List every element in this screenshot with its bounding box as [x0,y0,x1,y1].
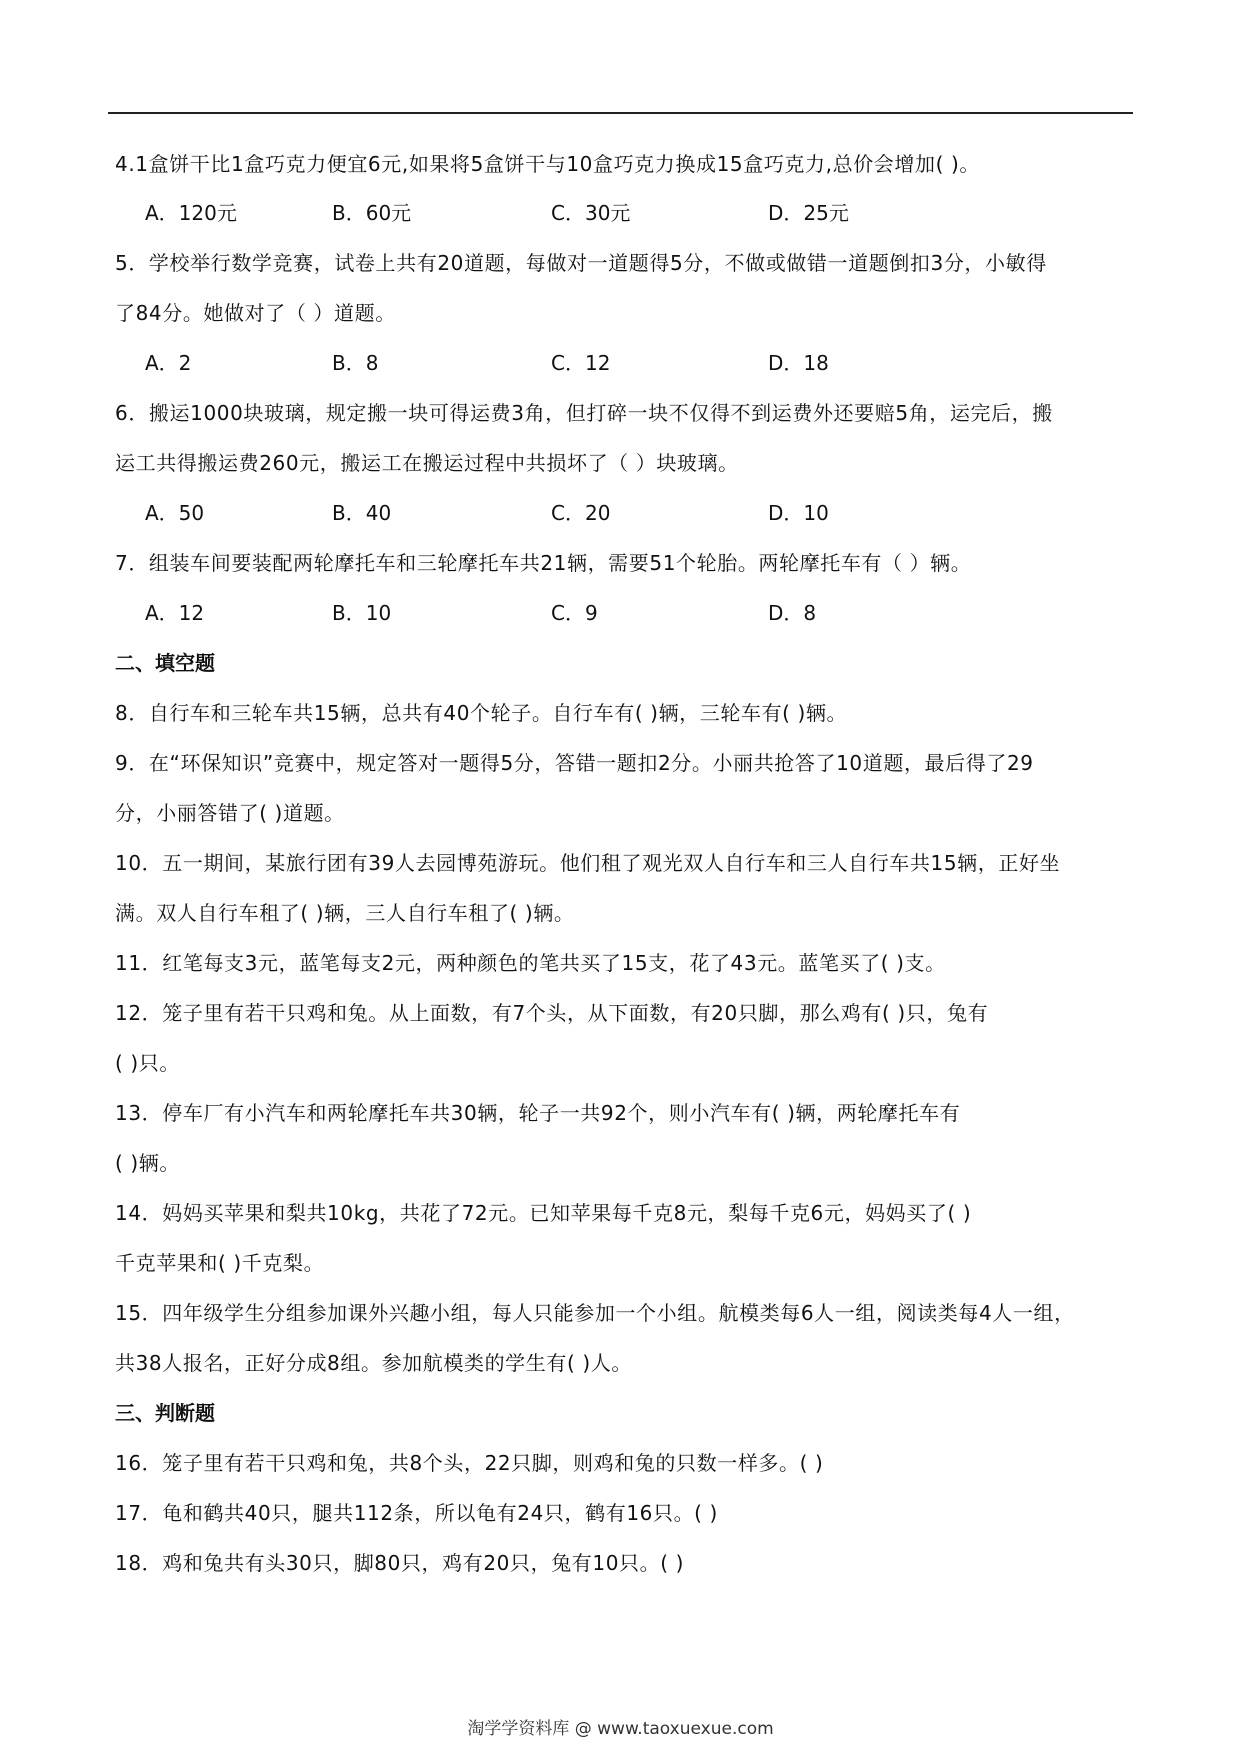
question-7-option-b: B．10 [332,601,392,625]
question-13-text-line2: ( )辆。 [115,1151,180,1175]
question-6-option-a: A．50 [145,501,205,525]
question-5-text-line2: 了84分。她做对了（ ）道题。 [115,301,396,325]
question-4-text: 4.1盒饼干比1盒巧克力便宜6元,如果将5盒饼干与10盒巧克力换成15盒巧克力,总价会增加( )。 [115,152,980,176]
question-12-text-line1: 12．笼子里有若干只鸡和兔。从上面数，有7个头，从下面数，有20只脚，那么鸡有( )只，兔有 [115,1001,989,1025]
question-11-text: 11．红笔每支3元，蓝笔每支2元，两种颜色的笔共买了15支，花了43元。蓝笔买了( )支。 [115,951,946,975]
question-5-option-b: B．8 [332,351,379,375]
question-6-option-b: B．40 [332,501,392,525]
question-9-text-line1: 9．在“环保知识”竞赛中，规定答对一题得5分，答错一题扣2分。小丽共抢答了10道题，最后得了29 [115,751,1034,775]
section-heading-fill-in: 二、填空题 [115,651,215,675]
question-18-text: 18．鸡和兔共有头30只，脚80只，鸡有20只，兔有10只。( ) [115,1551,685,1575]
question-7-option-c: C．9 [551,601,598,625]
question-15-text-line2: 共38人报名，正好分成8组。参加航模类的学生有( )人。 [115,1351,632,1375]
question-10-text-line1: 10．五一期间，某旅行团有39人去园博苑游玩。他们租了观光双人自行车和三人自行车共15辆，正好坐 [115,851,1061,875]
question-6-text-line2: 运工共得搬运费260元，搬运工在搬运过程中共损坏了（ ）块玻璃。 [115,451,739,475]
question-7-text: 7．组装车间要装配两轮摩托车和三轮摩托车共21辆，需要51个轮胎。两轮摩托车有（ ）辆。 [115,551,972,575]
question-14-text-line1: 14．妈妈买苹果和梨共10kg，共花了72元。已知苹果每千克8元，梨每千克6元，妈妈买了( ) [115,1201,972,1225]
question-12-text-line2: ( )只。 [115,1051,180,1075]
section-heading-true-false: 三、判断题 [115,1401,215,1425]
footer-watermark: 淘学学资料库 @ www.taoxuexue.com [467,1719,774,1739]
question-5-option-d: D．18 [768,351,829,375]
header-rule [108,112,1133,114]
question-16-text: 16．笼子里有若干只鸡和兔，共8个头，22只脚，则鸡和兔的只数一样多。( ) [115,1451,824,1475]
question-4-option-b: B．60元 [332,201,412,225]
question-5-option-a: A．2 [145,351,192,375]
question-13-text-line1: 13．停车厂有小汽车和两轮摩托车共30辆，轮子一共92个，则小汽车有( )辆，两轮摩托车有 [115,1101,961,1125]
question-9-text-line2: 分，小丽答错了( )道题。 [115,801,345,825]
question-8-text: 8．自行车和三轮车共15辆，总共有40个轮子。自行车有( )辆，三轮车有( )辆。 [115,701,848,725]
question-15-text-line1: 15．四年级学生分组参加课外兴趣小组，每人只能参加一个小组。航模类每6人一组，阅读类每4人一组， [115,1301,1075,1325]
question-4-option-a: A．120元 [145,201,237,225]
question-5-option-c: C．12 [551,351,611,375]
question-4-option-d: D．25元 [768,201,849,225]
question-7-option-d: D．8 [768,601,817,625]
question-5-text-line1: 5．学校举行数学竞赛，试卷上共有20道题，每做对一道题得5分，不做或做错一道题倒扣3分，小敏得 [115,251,1047,275]
question-7-option-a: A．12 [145,601,205,625]
question-6-text-line1: 6．搬运1000块玻璃，规定搬一块可得运费3角，但打碎一块不仅得不到运费外还要赔5角，运完后，搬 [115,401,1053,425]
question-14-text-line2: 千克苹果和( )千克梨。 [115,1251,325,1275]
question-10-text-line2: 满。双人自行车租了( )辆，三人自行车租了( )辆。 [115,901,575,925]
question-6-option-d: D．10 [768,501,829,525]
question-6-option-c: C．20 [551,501,611,525]
question-17-text: 17．龟和鹤共40只，腿共112条，所以龟有24只，鹤有16只。( ) [115,1501,718,1525]
question-4-option-c: C．30元 [551,201,631,225]
